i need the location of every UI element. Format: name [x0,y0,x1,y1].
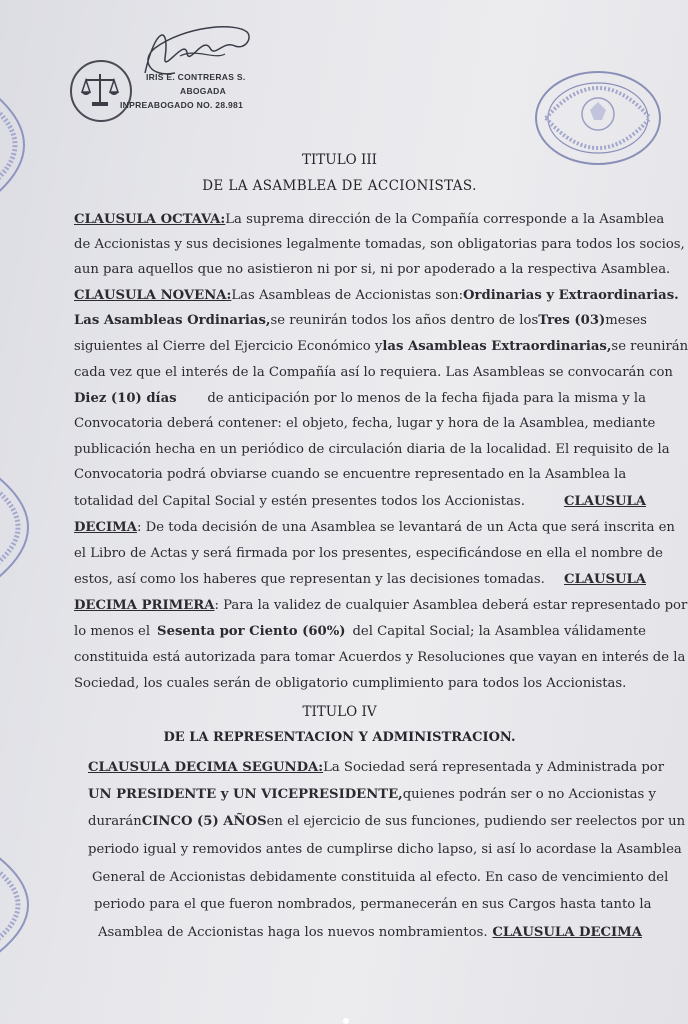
clause-twelfth-line-4: periodo igual y removidos antes de cumplirse dicho lapso, si así lo acordase la Asamblea [88,842,682,857]
clause-ninth-line-1: CLAUSULA NOVENA: Las Asambleas de Accionistas son: Ordinarias y Extraordinarias. [74,288,679,303]
lawyer-stamp [118,70,288,112]
clause-ninth-line-3: siguientes al Cierre del Ejercicio Económico y las Asambleas Extraordinarias, se reunirán [74,339,688,354]
clause-tenth-line-2: el Libro de Actas y será firmada por los presentes, especificándose en ella el nombre de [74,546,663,561]
clause-twelfth-line-2: UN PRESIDENTE y UN VICEPRESIDENTE, quienes podrán ser o no Accionistas y [88,787,656,802]
clause-eighth-line-2: de Accionistas y sus decisiones legalmente tomadas, son obligatorias para todos los socios, [74,237,685,252]
clause-twelfth-line-3: durarán CINCO (5) AÑOS en el ejercicio de sus funciones, pudiendo ser reelectos por un [88,814,686,829]
clause-eighth-line-3: aun para aquellos que no asistieron ni por si, ni por apoderado a la respectiva Asamblea. [74,262,671,277]
clause-twelfth-line-6: periodo para el que fueron nombrados, permanecerán en sus Cargos hasta tanto la [94,897,652,912]
clause-twelfth-label: CLAUSULA DECIMA SEGUNDA: [88,760,324,775]
page-dot [343,1018,349,1024]
clause-eighth-line-1: CLAUSULA OCTAVA: La suprema dirección de la Compañía corresponde a la Asamblea [74,212,665,227]
lawyer-title: ABOGADA [180,86,227,96]
title-three-number: TITULO III [301,152,378,168]
clause-twelfth-line-1: CLAUSULA DECIMA SEGUNDA: La Sociedad será representada y Administrada por [88,760,665,775]
clause-eleventh-line-3: constituida está autorizada para tomar Acuerdos y Resoluciones que vayan en interés de la [74,650,686,665]
lawyer-registration: INPREABOGADO NO. 28.981 [120,100,244,110]
clause-tenth-line-1: DECIMA : De toda decisión de una Asamblea se levantará de un Acta que será inscrita en [74,520,675,535]
edge-seal-middle [0,470,56,585]
clause-tenth-line-3: estos, así como los haberes que representan y las decisiones tomadas. CLAUSULA [74,572,646,587]
clause-ninth-line-8: Convocatoria podrá obviarse cuando se encuentre representado en la Asamblea la [74,467,627,482]
clause-eleventh-label-part1: CLAUSULA [563,572,646,587]
clause-eleventh-line-2: lo menos el Sesenta por Ciento (60%) del Capital Social; la Asamblea válidamente [74,624,646,639]
title-four-name: DE LA REPRESENTACION Y ADMINISTRACION. [163,730,516,745]
edge-seal-bottom [0,850,56,960]
title-four-number: TITULO IV [302,704,377,720]
clause-eleventh-label-part2: DECIMA PRIMERA [74,598,215,613]
clause-ninth-line-4: cada vez que el interés de la Compañía así lo requiera. Las Asambleas se convocarán con [74,365,673,380]
clause-ninth-line-7: publicación hecha en un periódico de circulación diaria de la localidad. El requisito de la [74,442,670,457]
clause-tenth-label-part2: DECIMA [74,520,137,535]
clause-tenth-label-part1: CLAUSULA [563,494,646,509]
clause-ninth-line-9: totalidad del Capital Social y estén presentes todos los Accionistas. CLAUSULA [74,494,646,509]
clause-thirteenth-label: CLAUSULA DECIMA [492,925,642,940]
clause-eighth-label: CLAUSULA OCTAVA: [74,212,226,227]
title-three-name: DE LA ASAMBLEA DE ACCIONISTAS. [202,178,477,194]
clause-eleventh-line-1: DECIMA PRIMERA : Para la validez de cualquier Asamblea deberá estar representado por [74,598,688,613]
scale-icon [80,70,120,110]
clause-twelfth-line-5: General de Accionistas debidamente constituida al efecto. En caso de vencimiento del [92,870,669,885]
clause-ninth-line-6: Convocatoria deberá contener: el objeto, fecha, lugar y hora de la Asamblea, mediante [74,416,656,431]
clause-twelfth-line-7: Asamblea de Accionistas haga los nuevos nombramientos. CLAUSULA DECIMA [98,925,642,940]
lawyer-name: IRIS E. CONTRERAS S. [146,72,246,82]
clause-ninth-line-2: Las Asambleas Ordinarias, se reunirán todos los años dentro de los Tres (03) meses [74,313,647,328]
clause-eleventh-line-4: Sociedad, los cuales serán de obligatorio cumplimiento para todos los Accionistas. [74,676,627,691]
clause-ninth-label: CLAUSULA NOVENA: [74,288,232,303]
clause-ninth-line-5: Diez (10) días de anticipación por lo menos de la fecha fijada para la misma y la [74,391,646,406]
